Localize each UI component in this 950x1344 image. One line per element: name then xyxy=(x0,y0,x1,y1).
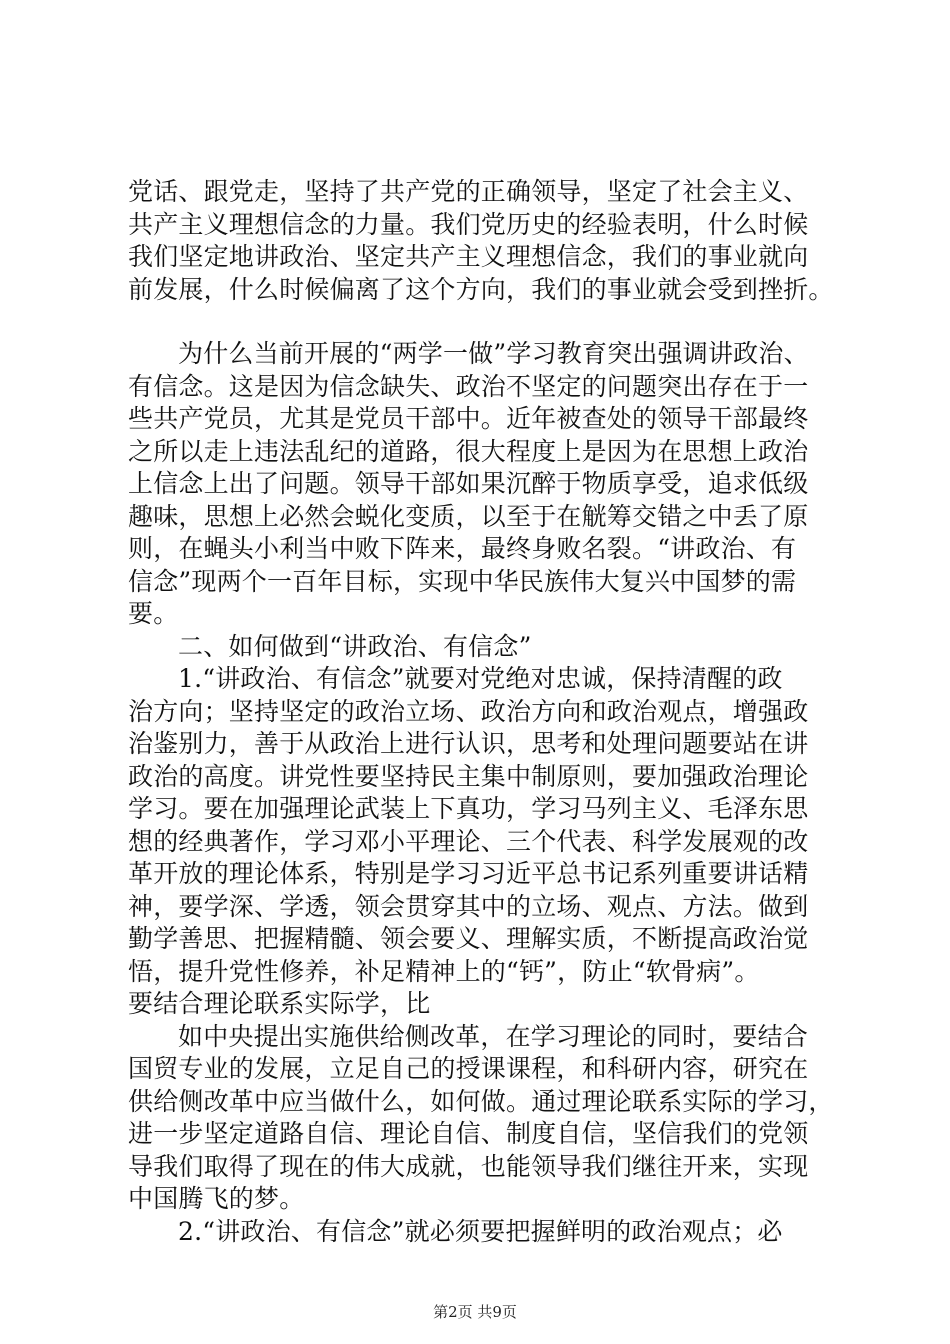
paragraph-2 xyxy=(128,338,828,631)
text-line: 有信念。这是因为信念缺失、政治不坚定的问题突出存在于一 xyxy=(128,371,809,401)
text-line: 革开放的理论体系，特别是学习习近平总书记系列重要讲话精 xyxy=(128,859,809,888)
paragraph-4 xyxy=(128,1021,834,1216)
page-number-footer: 第2页 共9页 xyxy=(433,1303,517,1321)
text-line: 共产主义理想信念的力量。我们党历史的经验表明，什么时候 xyxy=(128,209,809,239)
text-line: 悟，提升党性修养，补足精神上的“钙”，防止“软骨病”。 xyxy=(128,956,760,986)
text-line: 导我们取得了现在的伟大成就，也能领导我们继往开来，实现 xyxy=(128,1151,809,1181)
text-line: 要。 xyxy=(128,599,179,628)
text-line: 学习。要在加强理论武装上下真功，学习马列主义、毛泽东思 xyxy=(128,794,809,823)
paragraph-1 xyxy=(128,176,834,306)
text-line: 治方向；坚持坚定的政治立场、政治方向和政治观点，增强政 xyxy=(128,696,809,726)
paragraph-3 xyxy=(128,663,828,1021)
text-line: 想的经典著作，学习邓小平理论、三个代表、科学发展观的改 xyxy=(128,826,809,856)
text-line: 勤学善思、把握精髓、领会要义、理解实质，不断提高政治觉 xyxy=(128,924,809,953)
document-body xyxy=(128,176,834,1248)
text-line: 前发展，什么时候偏离了这个方向，我们的事业就会受到挫折。 xyxy=(128,274,834,304)
text-line: 上信念上出了问题。领导干部如果沉醉于物质享受，追求低级 xyxy=(128,469,809,498)
text-line: 趣味，思想上必然会蜕化变质，以至于在觥筹交错之中丢了原 xyxy=(128,501,809,531)
text-line: 神，要学深、学透，领会贯穿其中的立场、观点、方法。做到 xyxy=(128,891,809,921)
paragraph-5 xyxy=(128,1216,828,1249)
text-line: 供给侧改革中应当做什么，如何做。通过理论联系实际的学习， xyxy=(128,1086,834,1116)
paragraph-spacer xyxy=(128,306,828,338)
text-line: 党话、跟党走，坚持了共产党的正确领导，坚定了社会主义、 xyxy=(128,177,809,206)
text-line: 之所以走上违法乱纪的道路，很大程度上是因为在思想上政治 xyxy=(128,436,809,466)
text-line: 中国腾飞的梦。 xyxy=(128,1184,305,1213)
text-line: 1.“讲政治、有信念”就要对党绝对忠诚，保持清醒的政 xyxy=(178,664,783,693)
text-line: 则，在蝇头小利当中败下阵来，最终身败名裂。“讲政治、有 xyxy=(128,534,797,563)
text-line: 要结合理论联系实际学，比 xyxy=(128,989,431,1018)
text-line: 信念”现两个一百年目标，实现中华民族伟大复兴中国梦的需 xyxy=(128,566,797,596)
text-line: 进一步坚定道路自信、理论自信、制度自信，坚信我们的党领 xyxy=(128,1119,809,1148)
text-line: 2.“讲政治、有信念”就必须要把握鲜明的政治观点；必 xyxy=(178,1216,783,1246)
text-line: 我们坚定地讲政治、坚定共产主义理想信念，我们的事业就向 xyxy=(128,242,809,271)
text-line: 为什么当前开展的“两学一做”学习教育突出强调讲政治、 xyxy=(178,339,809,368)
section-heading: 二、如何做到“讲政治、有信念” xyxy=(178,631,532,661)
text-line: 政治的高度。讲党性要坚持民主集中制原则，要加强政治理论 xyxy=(128,761,809,791)
text-line: 些共产党员，尤其是党员干部中。近年被查处的领导干部最终 xyxy=(128,404,809,433)
text-line: 如中央提出实施供给侧改革，在学习理论的同时，要结合 xyxy=(178,1021,809,1051)
text-line: 治鉴别力，善于从政治上进行认识，思考和处理问题要站在讲 xyxy=(128,729,809,758)
text-line: 国贸专业的发展，立足自己的授课课程，和科研内容，研究在 xyxy=(128,1054,809,1083)
